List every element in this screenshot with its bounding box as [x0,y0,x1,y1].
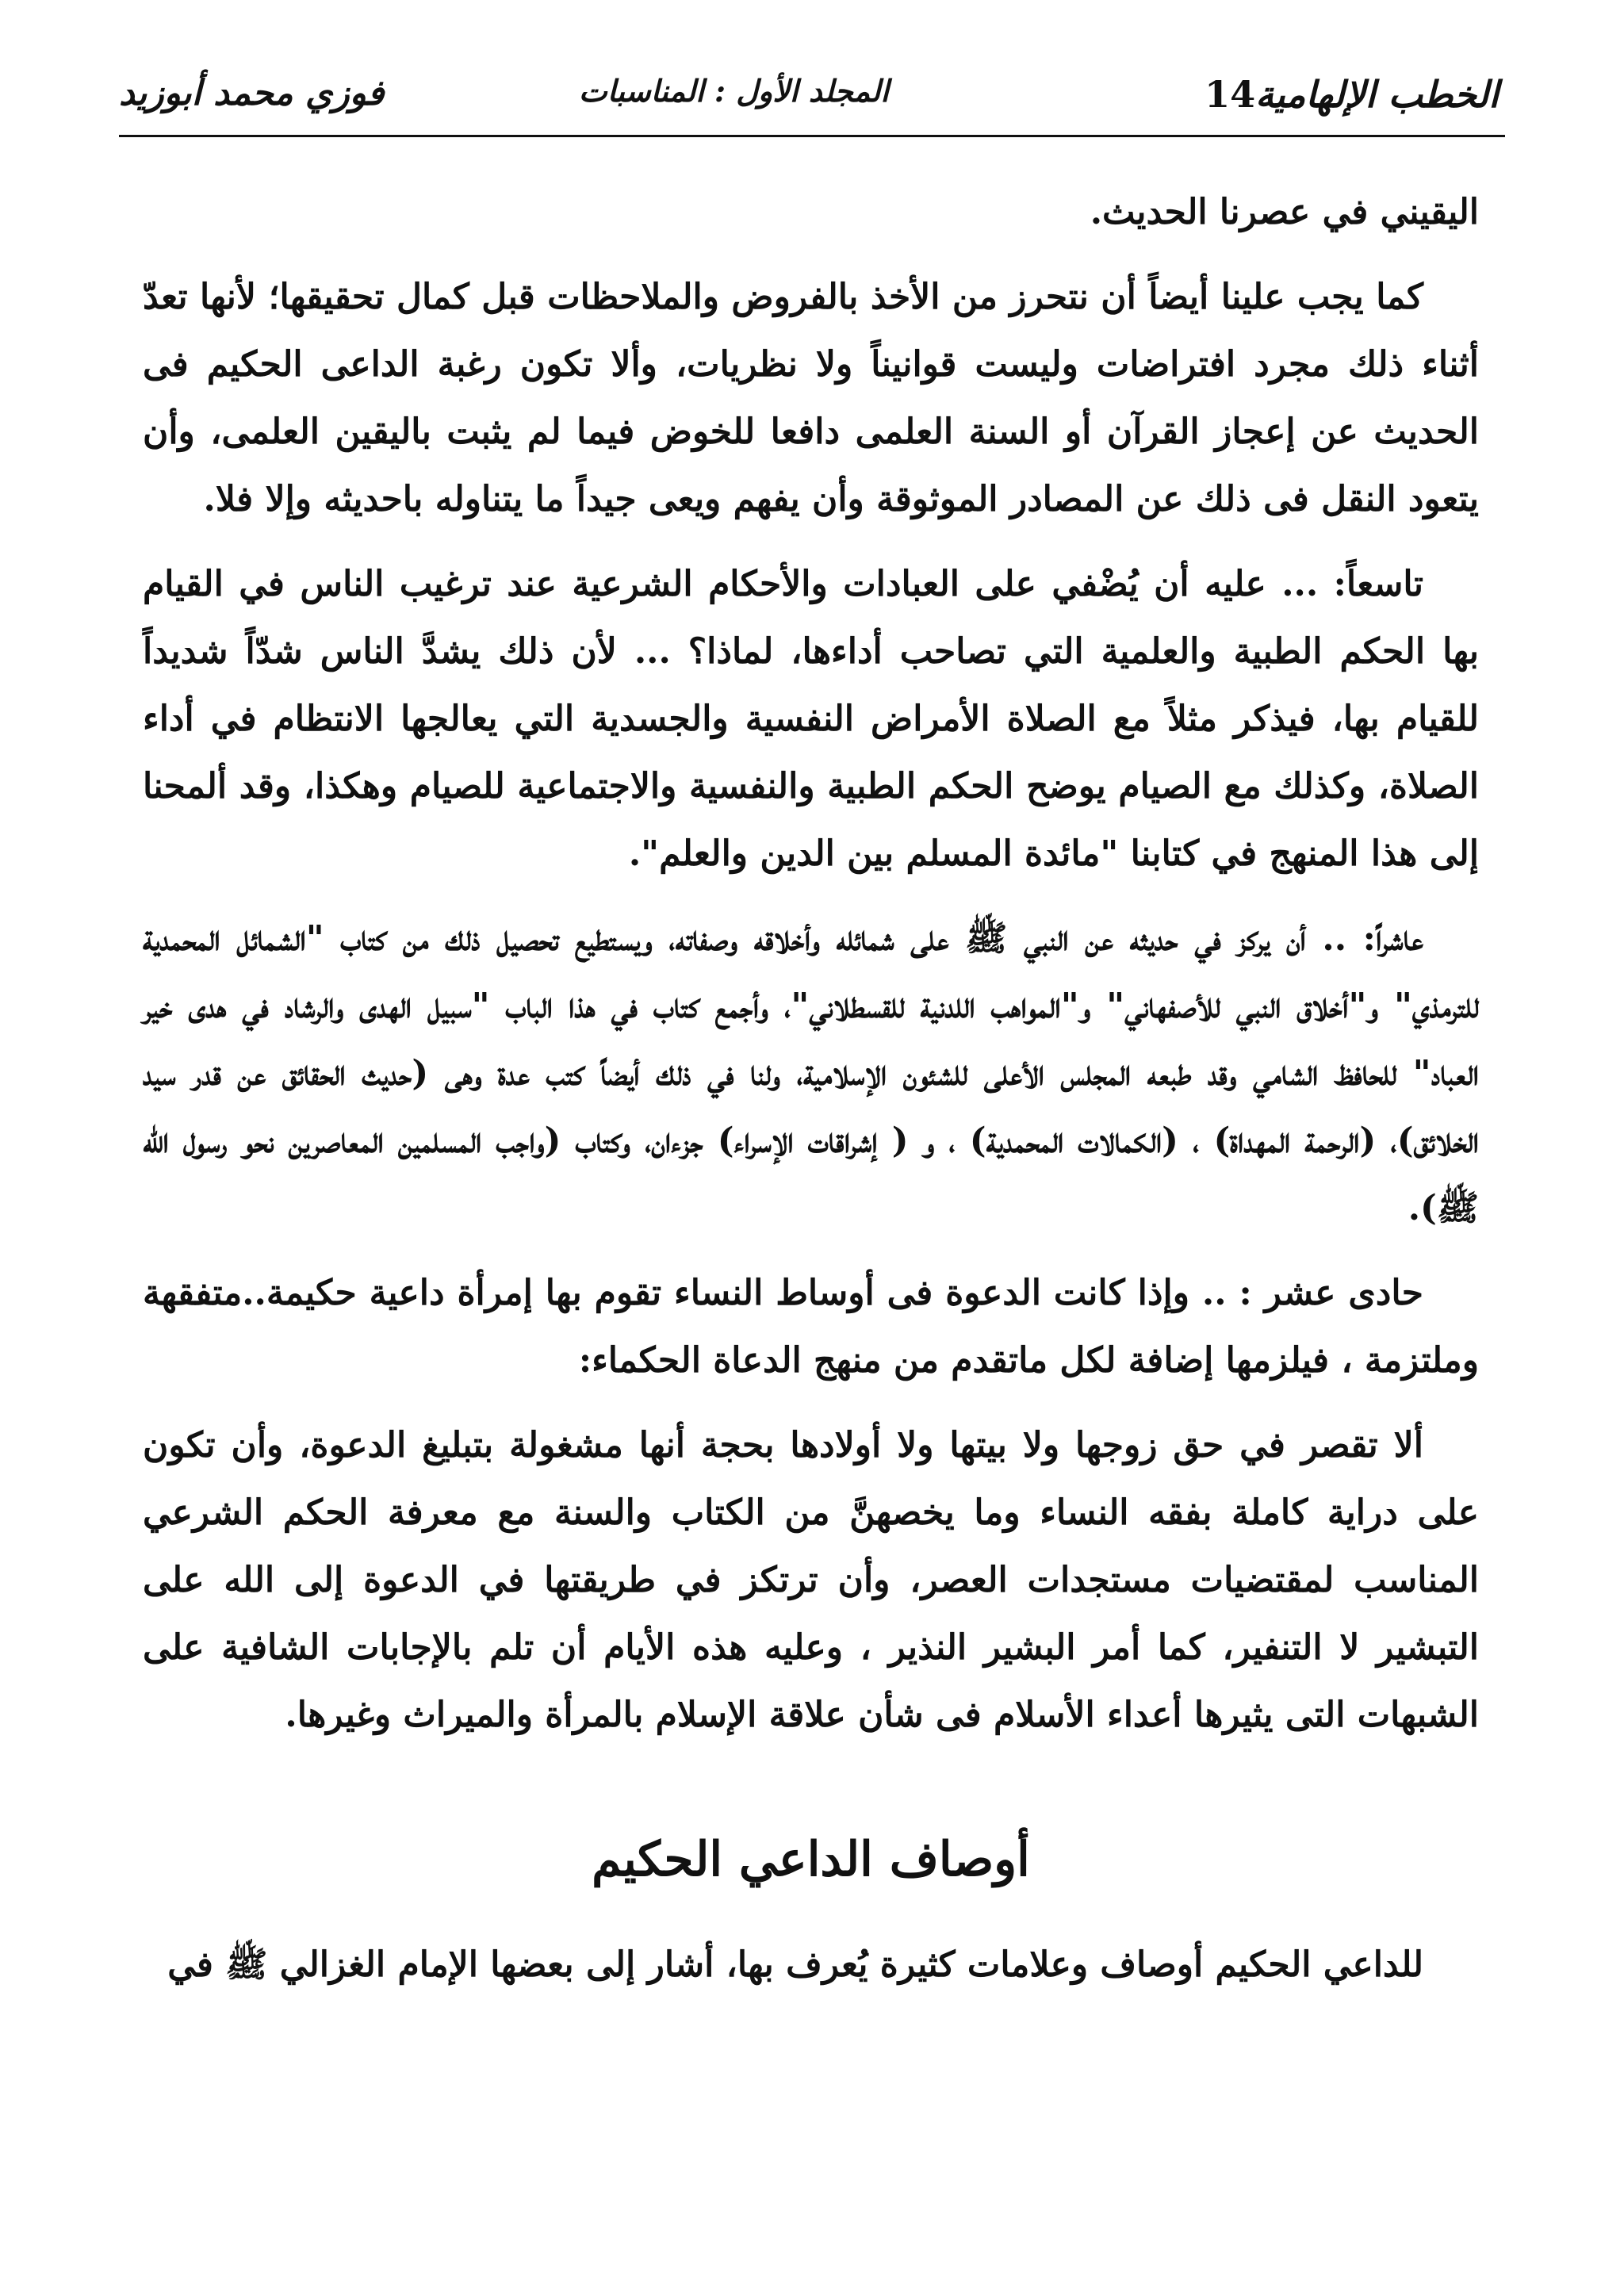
book-title: الخطب الإلهامية [1255,73,1499,116]
volume-title: المجلد الأول : المناسبات [579,73,889,109]
author-name: فوزي محمد أبوزيد [119,73,385,113]
paragraph: تاسعاً: ... عليه أن يُضْفي على العبادات والأحكام الشرعية عند ترغيب الناس في القيام بها الحكم الطبية والعلمية التي تصاحب أداءها، لماذا؟ ... لأن ذلك يشدَّ الناس شدّاً شديداً للقيام بها، فيذكر مثلاً مع الصلاة الأمراض النفسية والجسدية التي يعالجها الانتظام في أداء الصلاة، وكذلك مع الصيام يوضح الحكم الطبية والنفسية والاجتماعية للصيام وهكذا، وقد ألمحنا إلى هذا المنهج في كتابنا "مائدة المسلم بين الدين والعلم". [143,564,1480,874]
paragraph: عاشراً: .. أن يركز في حديثه عن النبي ﷺ على شمائله وأخلاقه وصفاته، ويستطيع تحصيل ذلك من كتاب "الشمائل المحمدية للترمذي" و"أخلاق النبي للأصفهاني" و"المواهب اللدنية للقسطلاني"، وأجمع كتاب في هذا الباب "سبيل الهدى والرشاد في هدى خير العباد" للحافظ الشامي وقد طبعه المجلس الأعلى للشئون الإسلامية، ولنا في ذلك أيضاً كتب عدة وهى (حديث الحقائق عن قدر سيد الخلائق)، (الرحمة المهداة) ، (الكمالات المحمدية) ، و ( إشراقات الإسراء) جزءان، وكتاب (واجب المسلمين المعاصرين نحو رسول الله ﷺ). [143,918,1479,1228]
paragraph: حادى عشر : .. وإذا كانت الدعوة فى أوساط النساء تقوم بها إمرأة داعية حكيمة..متفقهة وملتزمة ، فيلزمها إضافة لكل ماتقدم من منهج الدعاة الحكماء: [143,1273,1479,1381]
section-heading: أوصاف الداعي الحكيم [592,1832,1030,1887]
page-body [143,178,1479,2016]
book-title-with-page [1205,73,1499,116]
running-header [119,73,1499,136]
paragraph: اليقيني في عصرنا الحديث. [1090,192,1479,232]
header-divider [119,135,1505,137]
paragraph: للداعي الحكيم أوصاف وعلامات كثيرة يُعرف بها، أشار إلى بعضها الإمام الغزالي ﷺ في [167,1944,1423,1985]
paragraph: كما يجب علينا أيضاً أن نتحرز من الأخذ بالفروض والملاحظات قبل كمال تحقيقها؛ لأنها تعدّ أثناء ذلك مجرد افتراضات وليست قوانيناً ولا نظريات، وألا تكون رغبة الداعى الحكيم فى الحديث عن إعجاز القرآن أو السنة العلمى دافعا للخوض فيما لم يثبت باليقين العلمى، وأن يتعود النقل فى ذلك عن المصادر الموثوقة وأن يفهم ويعى جيداً ما يتناوله باحديثه وإلا فلا. [143,277,1479,519]
page-number: 14 [1205,73,1256,116]
paragraph: ألا تقصر في حق زوجها ولا بيتها ولا أولادها بحجة أنها مشغولة بتبليغ الدعوة، وأن تكون على دراية كاملة بفقه النساء وما يخصهنَّ من الكتاب والسنة مع معرفة الحكم الشرعي المناسب لمقتضيات مستجدات العصر، وأن ترتكز في طريقتها في الدعوة إلى الله على التبشير لا التنفير، كما أمر البشير النذير ، وعليه هذه الأيام أن تلم بالإجابات الشافية على الشبهات التى يثيرها أعداء الأسلام فى شأن علاقة الإسلام بالمرأة والميراث وغيرها. [143,1425,1479,1735]
